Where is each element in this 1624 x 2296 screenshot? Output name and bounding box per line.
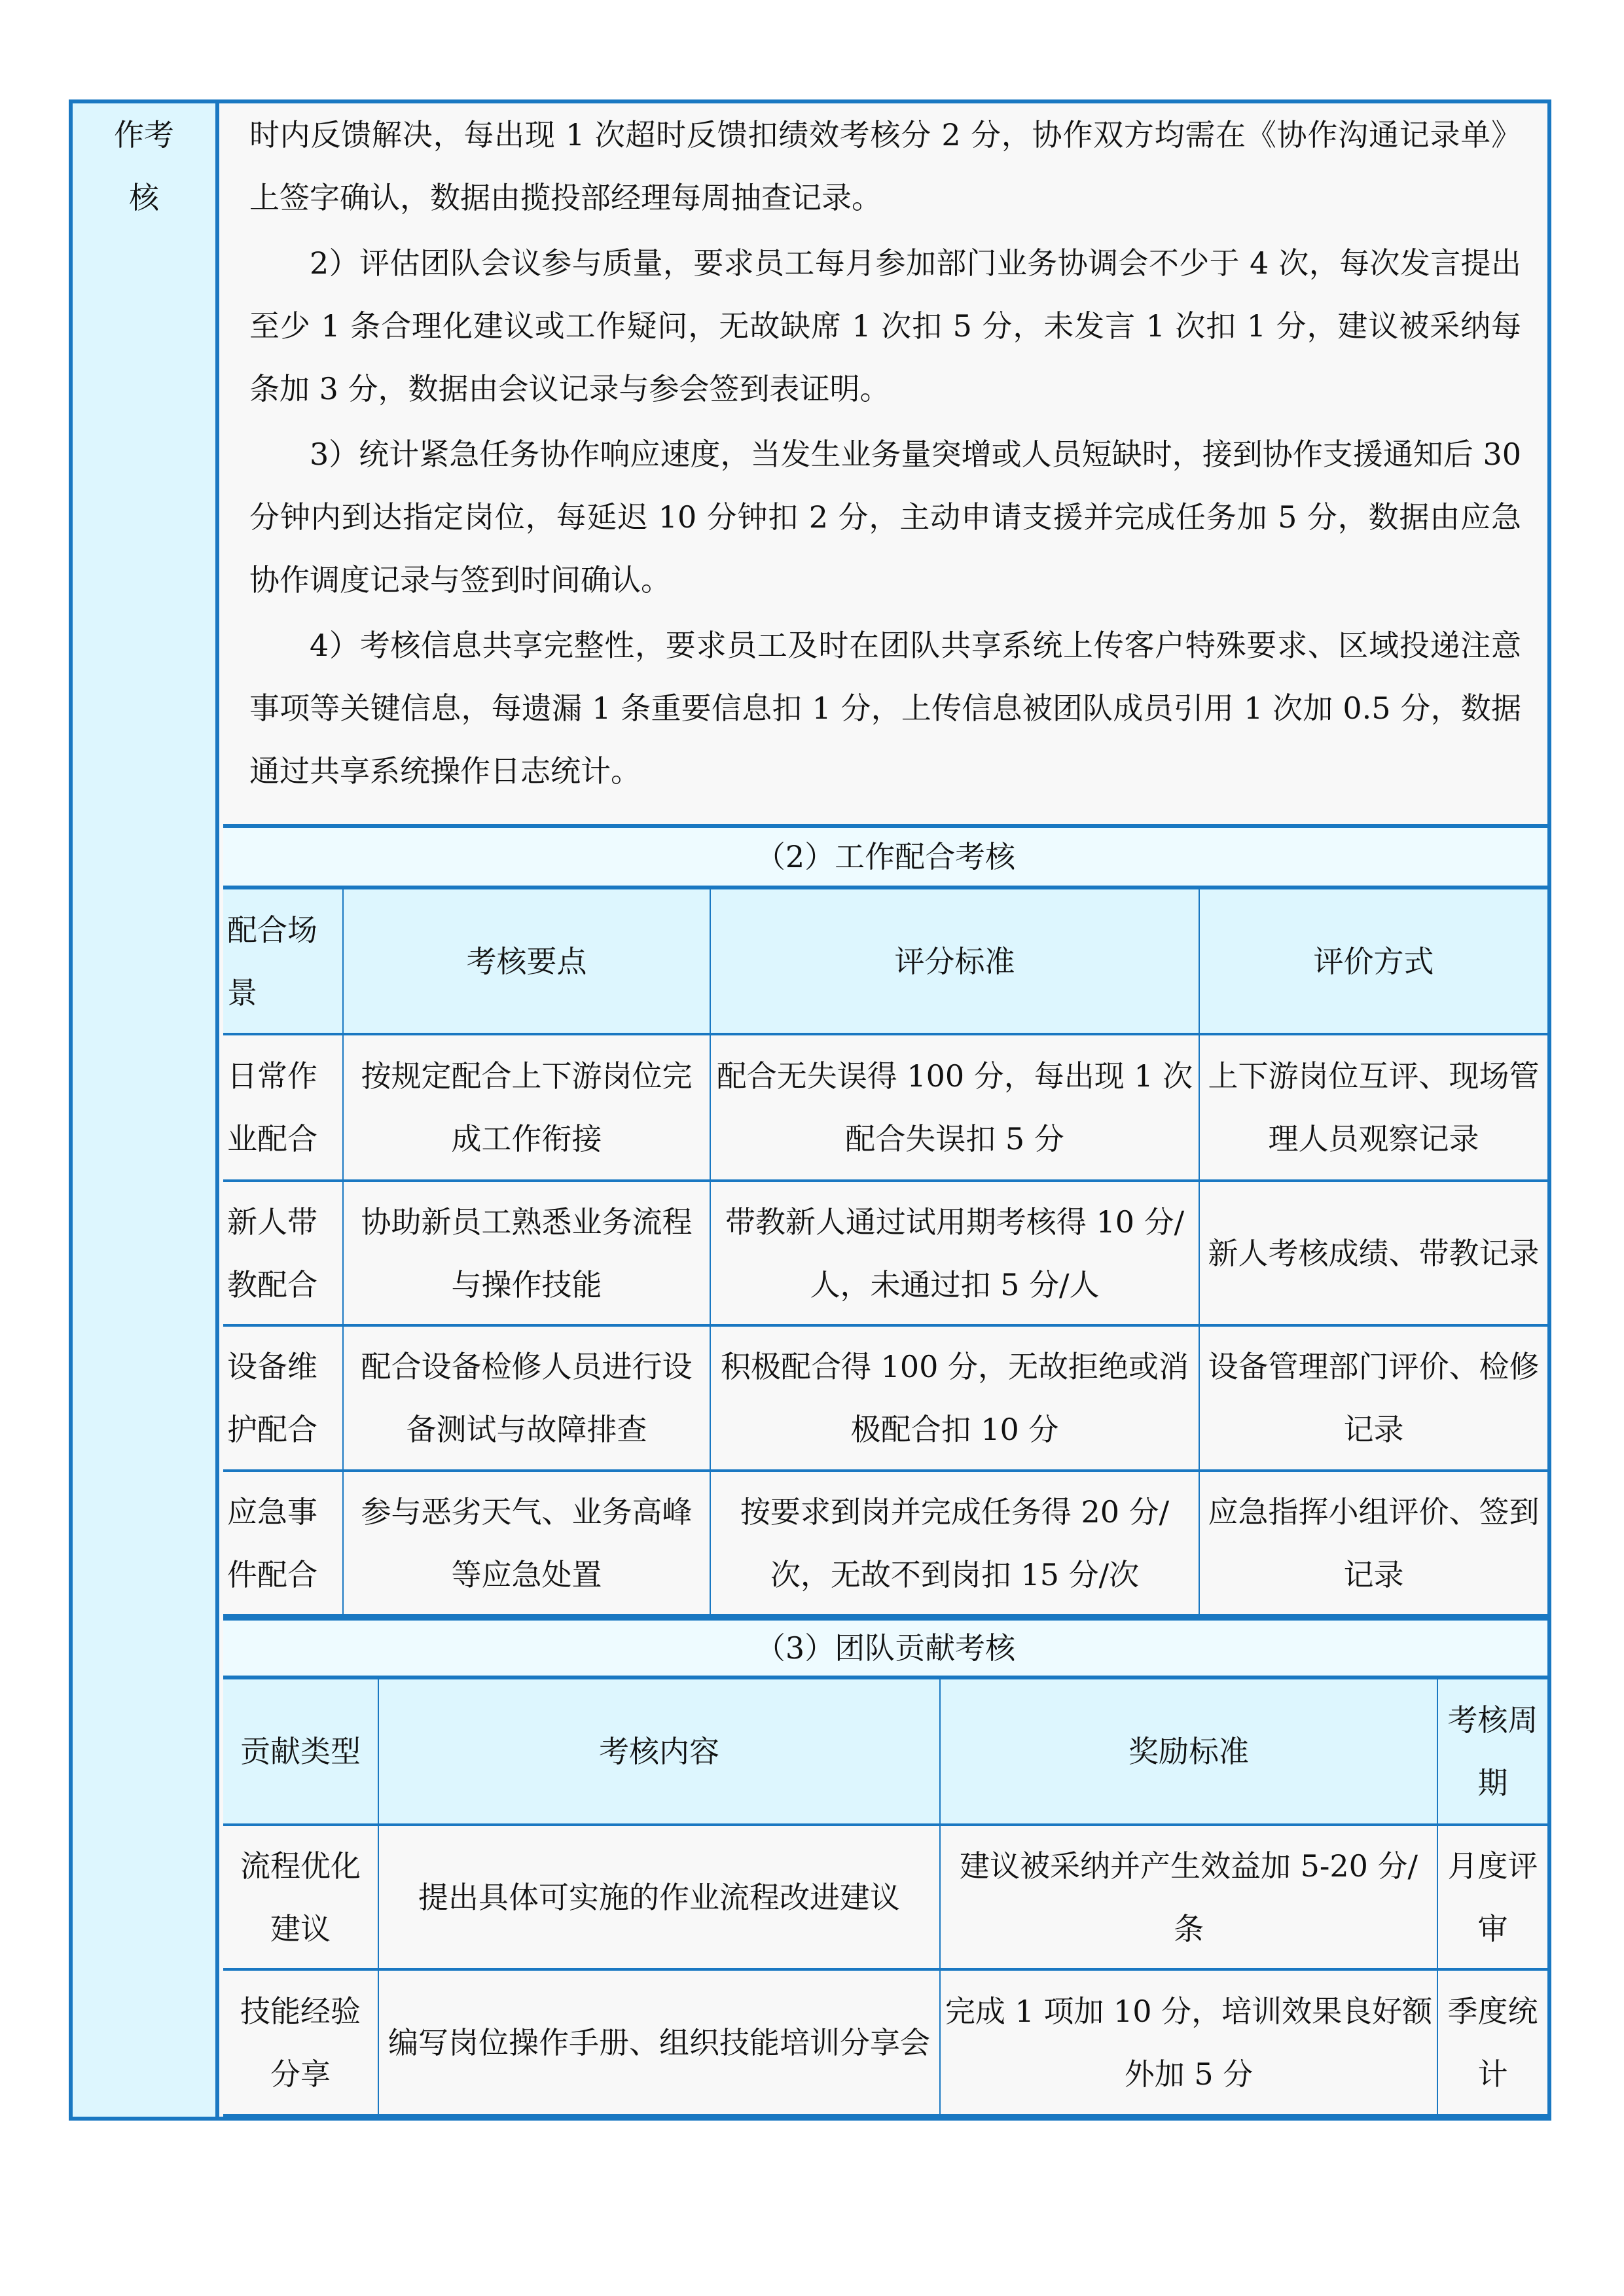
table-cell bbox=[223, 1472, 344, 1617]
column-header bbox=[379, 1679, 941, 1826]
column-header bbox=[344, 889, 711, 1035]
table-cell bbox=[223, 1182, 344, 1327]
section-title bbox=[223, 824, 1547, 889]
column-header bbox=[223, 889, 344, 1035]
column-header bbox=[941, 1679, 1438, 1826]
table-cell-text: 提出具体可实施的作业流程改进建议 bbox=[418, 1879, 900, 1915]
table-cell bbox=[1200, 1327, 1547, 1472]
table-cell bbox=[1438, 1826, 1547, 1971]
table-cell bbox=[941, 1826, 1438, 1971]
table-cell bbox=[223, 1035, 344, 1182]
column-header bbox=[223, 1679, 379, 1826]
table-cell-text: 日常作业配合 bbox=[227, 1058, 317, 1157]
table-cell-text: 建议被采纳并产生效益加 5-20 分/条 bbox=[959, 1848, 1418, 1946]
table-cell-text: 配合无失误得 100 分，每出现 1 次配合失误扣 5 分 bbox=[716, 1058, 1193, 1157]
paragraph: 3）统计紧急任务协作响应速度，当发生业务量突增或人员短缺时，接到协作支援通知后 30 分钟内到达指定岗位，每延迟 10 分钟扣 2 分，主动申请支援并完成任务加 5 分，数据由应急协作调度记录与签到时间确认。 bbox=[249, 437, 1521, 598]
section-title bbox=[223, 1617, 1547, 1679]
table-cell bbox=[344, 1327, 711, 1472]
paragraph: 2）评估团队会议参与质量，要求员工每月参加部门业务协调会不少于 4 次，每次发言提出至少 1 条合理化建议或工作疑问，无故缺席 1 次扣 5 分，未发言 1 次扣 1 分，建议被采纳每条加 3 分，数据由会议记录与参会签到表证明。 bbox=[249, 245, 1521, 406]
row-label-text: 作考核 bbox=[114, 117, 174, 215]
paragraph: 时内反馈解决，每出现 1 次超时反馈扣绩效考核分 2 分，协作双方均需在《协作沟通记录单》上签字确认，数据由揽投部经理每周抽查记录。 bbox=[249, 117, 1521, 215]
table-cell-text: 带教新人通过试用期考核得 10 分/人，未通过扣 5 分/人 bbox=[725, 1204, 1185, 1302]
table-cell bbox=[1200, 1182, 1547, 1327]
column-header-text: 考核要点 bbox=[466, 943, 587, 979]
table-cell-text: 设备管理部门评价、检修记录 bbox=[1208, 1349, 1540, 1447]
table-cell bbox=[1200, 1472, 1547, 1617]
table-cell-text: 配合设备检修人员进行设备测试与故障排查 bbox=[361, 1349, 693, 1447]
section-title-text: （2）工作配合考核 bbox=[755, 839, 1016, 874]
table-cell bbox=[223, 1327, 344, 1472]
table-cell-text: 设备维护配合 bbox=[227, 1349, 317, 1447]
table-cell bbox=[711, 1472, 1200, 1617]
table-cell bbox=[344, 1035, 711, 1182]
description-section bbox=[223, 103, 1547, 828]
table-cell bbox=[711, 1182, 1200, 1327]
column-header bbox=[711, 889, 1200, 1035]
table-cell-text: 技能经验分享 bbox=[240, 1993, 361, 2092]
table-cell-text: 流程优化建议 bbox=[240, 1848, 361, 1946]
table-cell-text: 应急事件配合 bbox=[227, 1494, 317, 1592]
table-cell-text: 协助新员工熟悉业务流程与操作技能 bbox=[361, 1204, 693, 1302]
table-cell bbox=[344, 1472, 711, 1617]
table-cell bbox=[223, 1971, 379, 2117]
table-cell bbox=[344, 1182, 711, 1327]
table-cell bbox=[1438, 1971, 1547, 2117]
table-cell-text: 按要求到岗并完成任务得 20 分/次，无故不到岗扣 15 分/次 bbox=[740, 1494, 1170, 1592]
table-cell-text: 参与恶劣天气、业务高峰等应急处置 bbox=[361, 1494, 693, 1592]
table-cell bbox=[711, 1035, 1200, 1182]
table-cell bbox=[223, 1826, 379, 1971]
column-header-text: 贡献类型 bbox=[240, 1734, 361, 1769]
column-header-text: 奖励标准 bbox=[1128, 1734, 1249, 1769]
table-cell-text: 积极配合得 100 分，无故拒绝或消极配合扣 10 分 bbox=[720, 1349, 1189, 1447]
table-cell-text: 新人考核成绩、带教记录 bbox=[1208, 1235, 1540, 1271]
table-cell bbox=[1200, 1035, 1547, 1182]
table-cell-text: 上下游岗位互评、现场管理人员观察记录 bbox=[1208, 1058, 1540, 1157]
section-title-text: （3）团队贡献考核 bbox=[755, 1630, 1016, 1666]
column-header-text: 评分标准 bbox=[894, 943, 1015, 979]
column-header-text: 考核周期 bbox=[1447, 1702, 1538, 1801]
table-cell bbox=[941, 1971, 1438, 2117]
column-header bbox=[1438, 1679, 1547, 1826]
column-header bbox=[1200, 889, 1547, 1035]
column-header-text: 评价方式 bbox=[1313, 943, 1434, 979]
table-cell-text: 月度评审 bbox=[1447, 1848, 1538, 1946]
table-cell-text: 应急指挥小组评价、签到记录 bbox=[1208, 1494, 1540, 1592]
table-cell-text: 新人带教配合 bbox=[227, 1204, 317, 1302]
table-cell-text: 按规定配合上下游岗位完成工作衔接 bbox=[361, 1058, 693, 1157]
table-cell bbox=[379, 1971, 941, 2117]
row-label bbox=[73, 103, 219, 2117]
table-cell-text: 编写岗位操作手册、组织技能培训分享会 bbox=[388, 2024, 930, 2060]
table-cell bbox=[711, 1327, 1200, 1472]
table-cell-text: 季度统计 bbox=[1447, 1993, 1538, 2092]
table-cell-text: 完成 1 项加 10 分，培训效果良好额外加 5 分 bbox=[945, 1993, 1433, 2092]
paragraph: 4）考核信息共享完整性，要求员工及时在团队共享系统上传客户特殊要求、区域投递注意事项等关键信息，每遗漏 1 条重要信息扣 1 分，上传信息被团队成员引用 1 次加 0.5 分，数据通过共享系统操作日志统计。 bbox=[249, 628, 1521, 789]
column-header-text: 配合场景 bbox=[227, 912, 317, 1011]
column-header-text: 考核内容 bbox=[599, 1734, 719, 1769]
table-cell bbox=[379, 1826, 941, 1971]
